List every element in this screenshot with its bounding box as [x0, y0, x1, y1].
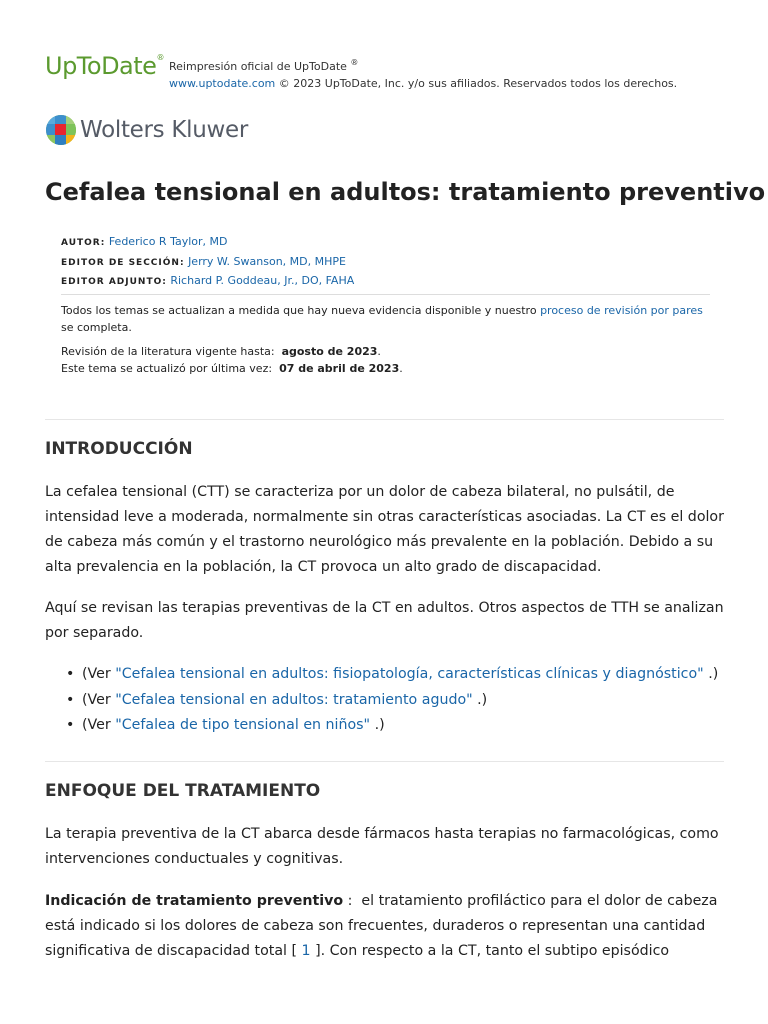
wolters-kluwer-text: Wolters Kluwer	[80, 117, 249, 143]
list-item: • (Ver "Cefalea de tipo tensional en niños" .)	[66, 713, 718, 739]
contributor-author: AUTOR: Federico R Taylor, MD	[61, 235, 228, 248]
list-item: • (Ver "Cefalea tensional en adultos: tratamiento agudo" .)	[66, 688, 718, 714]
contributor-section-editor: EDITOR DE SECCIÓN: Jerry W. Swanson, MD, MHPE	[61, 254, 346, 268]
deputy-editor-link[interactable]: Richard P. Goddeau, Jr., DO, FAHA	[170, 274, 355, 287]
section-editor-link[interactable]: Jerry W. Swanson, MD, MHPE	[188, 254, 346, 268]
logo-registered-mark: ®	[156, 53, 164, 62]
reprint-notice	[169, 54, 677, 92]
wolters-kluwer-logo	[45, 113, 248, 147]
uptodate-logo	[45, 52, 164, 80]
intro-paragraph-2: Aquí se revisan las terapias preventivas de la CT en adultos. Otros aspectos de TTH se analizan por separado.	[45, 600, 724, 641]
reference-link[interactable]: 1	[301, 943, 311, 959]
section-heading-introduction: INTRODUCCIÓN	[45, 439, 193, 459]
approach-paragraph-1: La terapia preventiva de la CT abarca desde fármacos hasta terapias no farmacológicas, como intervenciones conductuales y cognitivas.	[45, 826, 719, 867]
section-heading-treatment-approach: ENFOQUE DEL TRATAMIENTO	[45, 781, 321, 801]
wolters-kluwer-globe-icon	[45, 114, 77, 146]
contributor-role: EDITOR DE SECCIÓN	[61, 257, 180, 268]
update-notice	[61, 302, 711, 377]
related-topics-list	[66, 662, 718, 739]
author-link[interactable]: Federico R Taylor, MD	[108, 235, 228, 248]
uptodate-site-link[interactable]: www.uptodate.com	[169, 77, 276, 90]
related-topic-link[interactable]: "Cefalea tensional en adultos: tratamiento agudo"	[115, 691, 473, 708]
contributor-deputy-editor: EDITOR ADJUNTO: Richard P. Goddeau, Jr., DO, FAHA	[61, 274, 355, 287]
section-divider	[45, 419, 724, 420]
contributor-role: EDITOR ADJUNTO	[61, 277, 163, 287]
copyright-text: © 2023 UpToDate, Inc. y/o sus afiliados. Reservados todos los derechos.	[278, 77, 678, 90]
page-title: Cefalea tensional en adultos: tratamiento preventivo	[45, 178, 766, 206]
uptodate-logo-text: UpToDate	[45, 52, 157, 80]
reprint-text: Reimpresión oficial de UpToDate	[169, 60, 347, 73]
intro-paragraph-1: La cefalea tensional (CTT) se caracteriza por un dolor de cabeza bilateral, no pulsátil, de intensidad leve a moderada, normalmente sin otras características asociadas. La CT es el dolor de cabeza más común y el trastorno neurológico más prevalente en la población. Debido a su alta prevalencia en la población, la CT provoca un alto grado de discapacidad.	[45, 484, 724, 575]
list-item: • (Ver "Cefalea tensional en adultos: fisiopatología, características clínicas y diagnóstico" .)	[66, 662, 718, 688]
section-divider	[45, 761, 724, 762]
divider	[61, 294, 710, 295]
registered-mark: ®	[350, 58, 359, 67]
contributor-role: AUTOR	[61, 238, 101, 248]
related-topic-link[interactable]: "Cefalea tensional en adultos: fisiopatología, características clínicas y diagnóstico"	[115, 666, 704, 682]
review-dates: Revisión de la literatura vigente hasta: agosto de 2023. Este tema se actualizó por última vez: 07 de abril de 2023.	[61, 345, 403, 375]
updated-label: Este tema se actualizó por última vez:	[61, 362, 273, 375]
reprint-header	[45, 52, 735, 92]
related-topic-link[interactable]: "Cefalea de tipo tensional en niños"	[115, 717, 371, 733]
updated-date: 07 de abril de 2023	[279, 362, 400, 375]
review-label: Revisión de la literatura vigente hasta:	[61, 345, 275, 358]
contributors-list	[61, 233, 354, 292]
approach-paragraph-2: Indicación de tratamiento preventivo : el tratamiento profiláctico para el dolor de cabeza está indicado si los dolores de cabeza son frecuentes, duraderos o representan una cantidad significativa de discapacidad total [ 1 ]. Con respecto a la CT, tanto el subtipo episódico	[45, 893, 718, 959]
peer-review-link[interactable]: proceso de revisión por pares	[540, 304, 703, 317]
review-date: agosto de 2023	[281, 345, 378, 358]
indication-heading: Indicación de tratamiento preventivo	[45, 893, 344, 909]
peer-review-notice: Todos los temas se actualizan a medida que hay nueva evidencia disponible y nuestro proceso de revisión por pares se completa.	[61, 304, 703, 334]
